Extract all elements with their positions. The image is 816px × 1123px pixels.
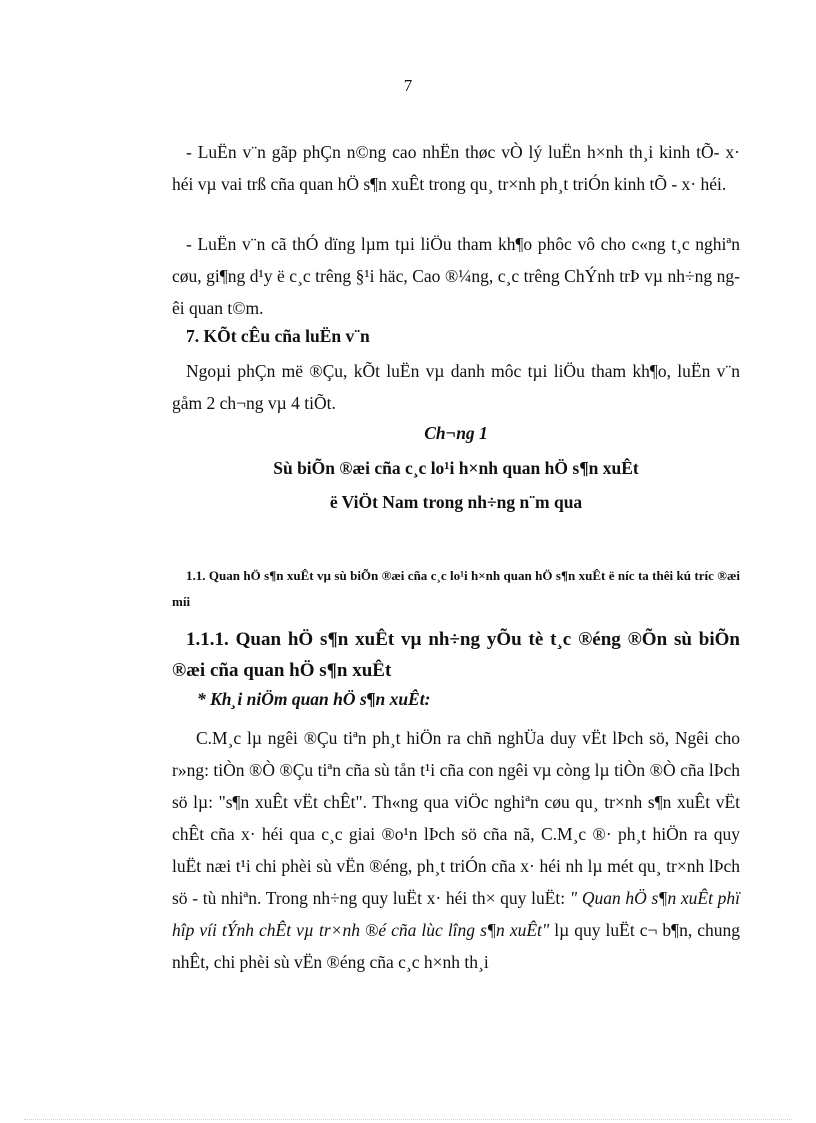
- chapter-title-line-1: Sù biÕn ®æi cña c¸c lo¹i h×nh quan hÖ s¶n xuÊt: [273, 458, 639, 478]
- page-number: 7: [403, 76, 413, 95]
- chapter-label: Ch¬ng 1: [424, 423, 488, 443]
- quoted-law: " Quan hÖ s¶n xuÊt phï hîp víi tÝnh chÊt vµ tr×nh ®é cña lùc lîng s¶n xuÊt": [172, 888, 740, 940]
- paragraph-significance-2: - LuËn v¨n cã thÓ dïng lµm tµi liÖu tham kh¶o phôc vô cho c«ng t¸c nghiªn cøu, gi¶ng d¹y ë c¸c trêng §¹i häc, Cao ®¼ng, c¸c trêng ChÝnh trÞ vµ nh÷ng ngêi quan t©m.: [172, 234, 740, 318]
- paragraph-significance-1: - LuËn v¨n gãp phÇn n©ng cao nhËn thøc vÒ lý luËn h×nh th¸i kinh tÕ- x· héi vµ vai trß cña quan hÖ s¶n xuÊt trong qu¸ tr×nh ph¸t triÓn kinh tÕ - x· héi.: [172, 142, 740, 194]
- chapter-title-line-2: ë ViÖt Nam trong nh÷ng n¨m qua: [329, 492, 583, 512]
- paragraph-text-end: lµ quy luËt c¬ b¶n, chung nhÊt, chi phèi sù vËn ®éng cña c¸c h×nh th¸i: [172, 920, 740, 972]
- section-heading-1-1-1: 1.1.1. Quan hÖ s¶n xuÊt vµ nh÷ng yÕu tè t¸c ®éng ®Õn sù biÕn ®æi cña quan hÖ s¶n xuÊt: [172, 629, 740, 681]
- section-heading-1-1: 1.1. Quan hÖ s¶n xuÊt vµ sù biÕn ®æi cña c¸c lo¹i h×nh quan hÖ s¶n xuÊt ë níc ta thêi kú tríc ®æi míi: [172, 568, 740, 609]
- heading-thesis-structure: 7. KÕt cÊu cña luËn v¨n: [186, 326, 370, 346]
- page-bottom-rule: [24, 1119, 792, 1120]
- concept-heading: * Kh¸i niÖm quan hÖ s¶n xuÊt:: [197, 689, 431, 709]
- paragraph-text-start: C.M¸c lµ ngêi ®Çu tiªn ph¸t hiÖn ra chñ nghÜa duy vËt lÞch sö, Ngêi cho r»ng: tiÒn ®Ò ®Çu tiªn cña sù tån t¹i cña con ngêi vµ còng lµ tiÒn ®Ò cña lÞch sö lµ: "s¶n xuÊt vËt chÊt". Th«ng qua viÖc nghiªn cøu qu¸ tr×nh s¶n xuÊt vËt chÊt cña x· héi qua c¸c giai ®o¹n lÞch sö cña nã, C.M¸c ®· ph¸t hiÖn ra quy luËt næi t¹i chi phèi sù vËn ®éng, ph¸t triÓn cña x· héi nh lµ mét qu¸ tr×nh lÞch sö - tù nhiªn. Trong nh÷ng quy luËt x· héi th× quy luËt:: [172, 728, 740, 908]
- paragraph-thesis-structure: Ngoµi phÇn më ®Çu, kÕt luËn vµ danh môc tµi liÖu tham kh¶o, luËn v¨n gåm 2 ch¬ng vµ 4 tiÕt.: [172, 361, 740, 413]
- paragraph-marx-concept: [172, 722, 740, 978]
